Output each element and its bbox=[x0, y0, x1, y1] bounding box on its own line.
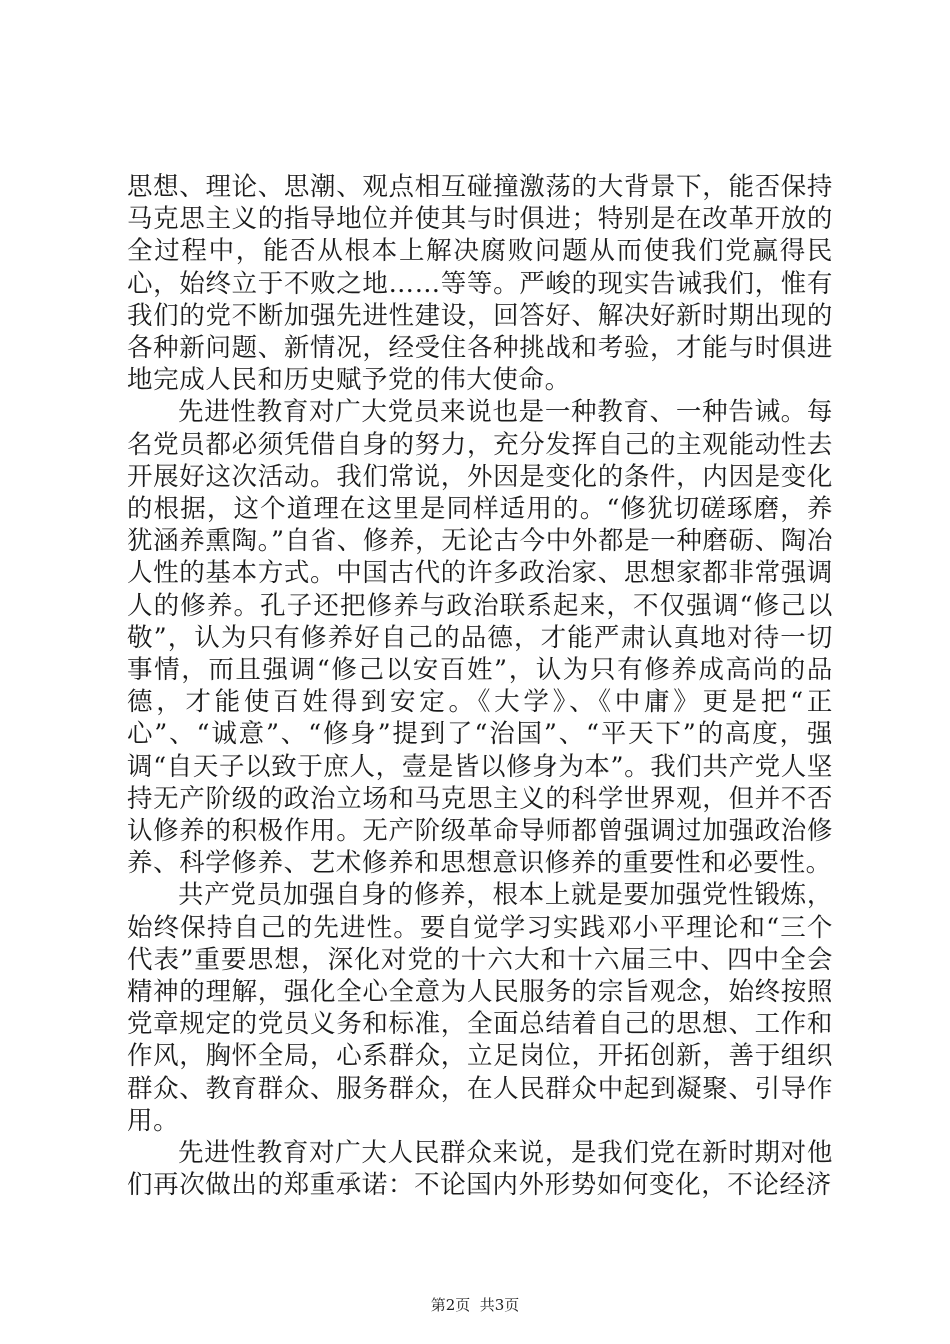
paragraph: 共产党员加强自身的修养，根本上就是要加强党性锻炼，始终保持自己的先进性。要自觉学习实践邓小平理论和“三个代表”重要思想，深化对党的十六大和十六届三中、四中全会精神的理解，强化全心全意为人民服务的宗旨观念，始终按照党章规定的党员义务和标准，全面总结着自己的思想、工作和作风，胸怀全局，心系群众，立足岗位，开拓创新，善于组织群众、教育群众、服务群众，在人民群众中起到凝聚、引导作用。 bbox=[127, 880, 833, 1136]
page-number: 第2页 共3页 bbox=[430, 1296, 520, 1314]
page-footer bbox=[0, 1294, 950, 1315]
paragraph: 先进性教育对广大党员来说也是一种教育、一种告诫。每名党员都必须凭借自身的努力，充分发挥自己的主观能动性去开展好这次活动。我们常说，外因是变化的条件，内因是变化的根据，这个道理在这里是同样适用的。“修犹切磋琢磨，养犹涵养熏陶。”自省、修养，无论古今中外都是一种磨砺、陶冶人性的基本方式。中国古代的许多政治家、思想家都非常强调人的修养。孔子还把修养与政治联系起来，不仅强调“修己以敬”，认为只有修养好自己的品德，才能严肃认真地对待一切事情，而且强调“修己以安百姓”，认为只有修养成高尚的品德，才能使百姓得到安定。《大学》、《中庸》更是把“正心”、“诚意”、“修身”提到了“治国”、“平天下”的高度，强调“自天子以致于庶人，壹是皆以修身为本”。我们共产党人坚持无产阶级的政治立场和马克思主义的科学世界观，但并不否认修养的积极作用。无产阶级革命导师都曾强调过加强政治修养、科学修养、艺术修养和思想意识修养的重要性和必要性。 bbox=[127, 397, 833, 879]
document-body bbox=[127, 171, 833, 1202]
paragraph: 先进性教育对广大人民群众来说，是我们党在新时期对他们再次做出的郑重承诺：不论国内外形势如何变化，不论经济 bbox=[127, 1138, 833, 1201]
paragraph: 思想、理论、思潮、观点相互碰撞激荡的大背景下，能否保持马克思主义的指导地位并使其与时俱进；特别是在改革开放的全过程中，能否从根本上解决腐败问题从而使我们党赢得民心，始终立于不败之地……等等。严峻的现实告诫我们，惟有我们的党不断加强先进性建设，回答好、解决好新时期出现的各种新问题、新情况，经受住各种挑战和考验，才能与时俱进地完成人民和历史赋予党的伟大使命。 bbox=[127, 172, 833, 396]
